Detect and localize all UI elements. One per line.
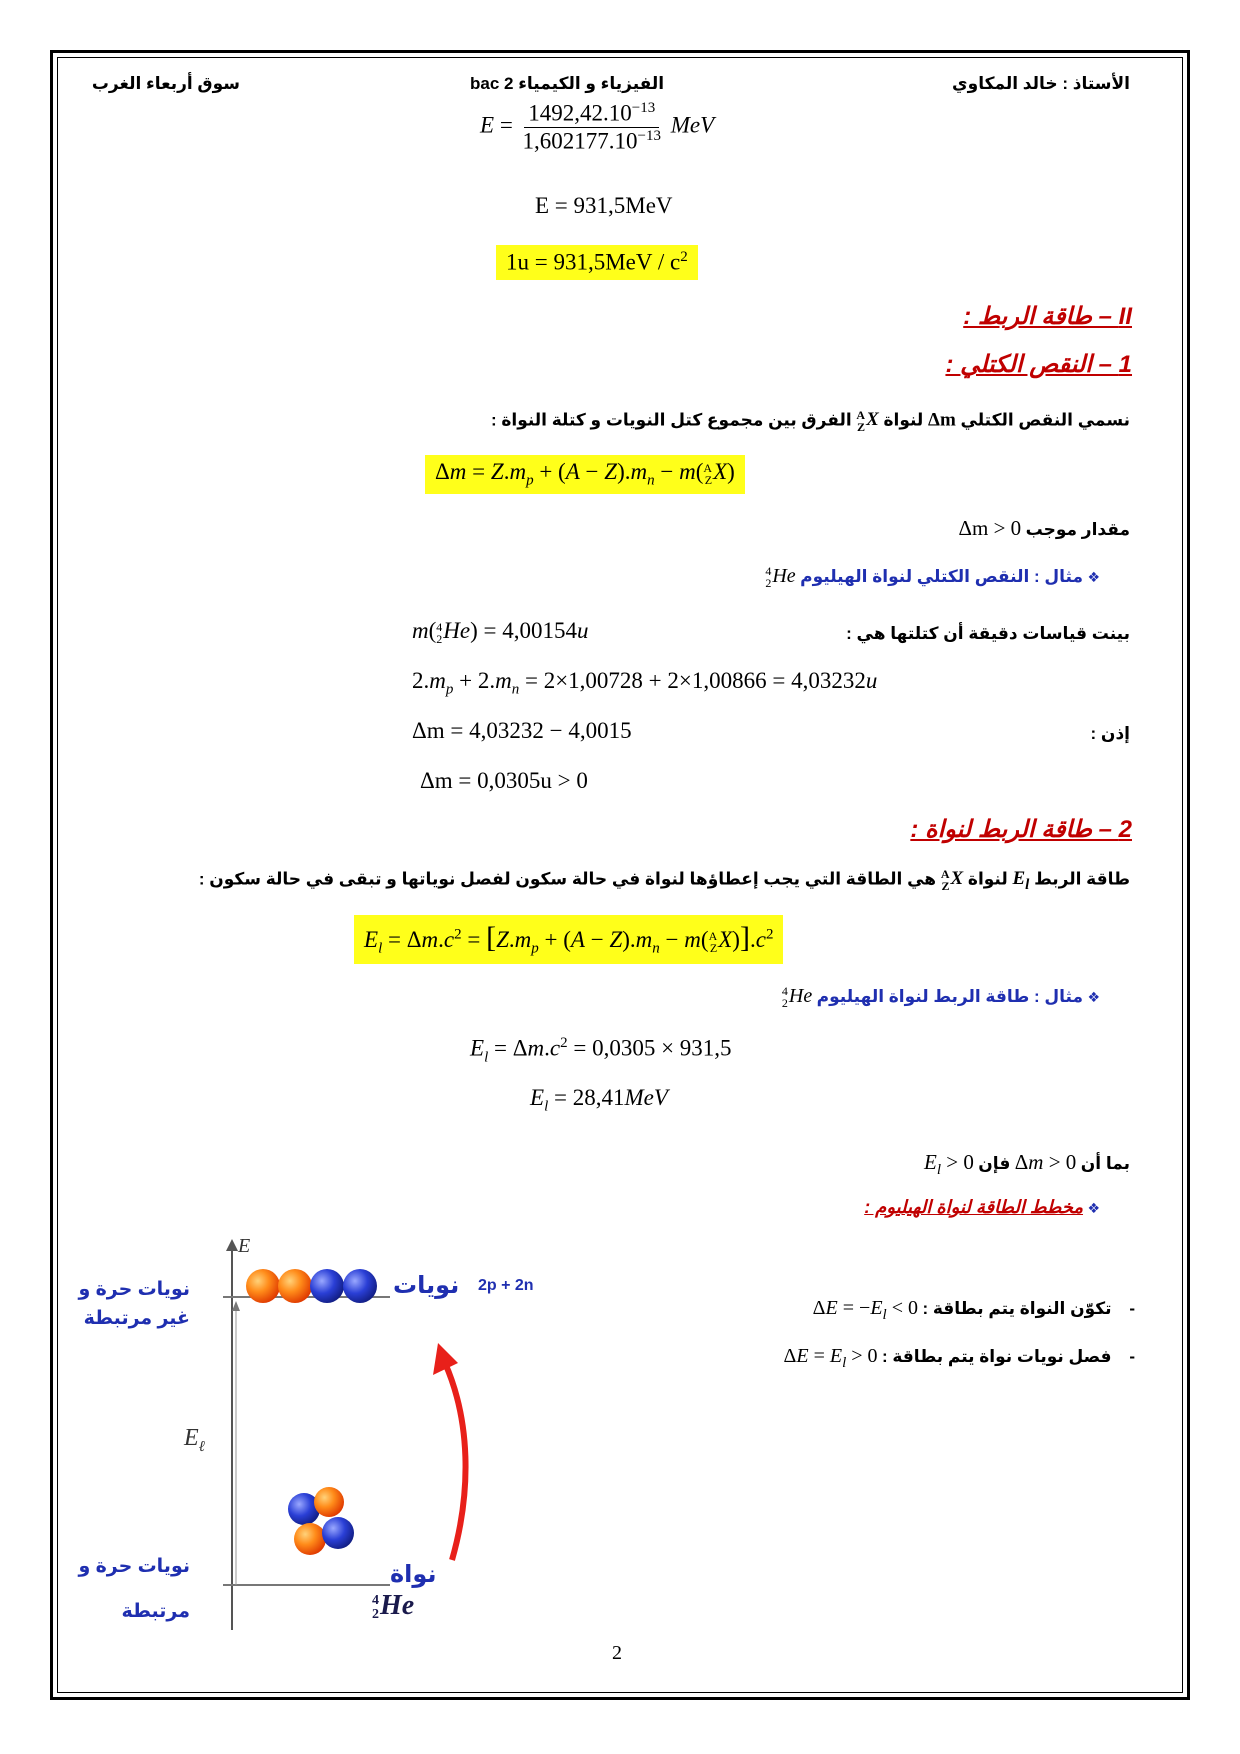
subject-title: الفيزياء و الكيمياء 2 bac [470, 74, 665, 93]
free-bound-label-line2: مرتبطة [121, 1601, 190, 1622]
proton-ball [278, 1269, 312, 1303]
energy-axis-label: E [238, 1235, 251, 1257]
binding-energy-title: 2 – طاقة الربط لنواة : [910, 816, 1132, 843]
el-label: $E_\ell$ [184, 1425, 205, 1455]
therefore-label: إذن : [1090, 724, 1130, 743]
since-statement: بما أن Δm > 0 فإن $E_l > 0$ [924, 1150, 1130, 1179]
separation-note: - فصل نويات نواة يتم بطاقة : $\Delta E = E_l > 0$ [783, 1345, 1135, 1371]
binding-energy-definition: طاقة الربط $E_l$ لنواة A Z X هي الطاقة التي يجب إعطاؤها لنواة في حالة سكون لفصل نوياتها و تبقى في حالة سكون : [198, 867, 1130, 894]
energy-fraction: E = $\frac{1492,42.10^{-13}}{1,602177.10^{-13}}$ MeV [480, 100, 715, 154]
energy-result: E = 931,5MeV [535, 193, 673, 218]
proton-ball [294, 1523, 326, 1555]
mass-defect-definition: نسمي النقص الكتلي Δm لنواة A Z X الفرق بين مجموع كتل النويات و كتلة النواة : [490, 408, 1130, 434]
bullet-icon: ❖ [1087, 569, 1100, 585]
free-unbound-label-line1: نويات حرة و [78, 1279, 190, 1300]
example-mass-defect: ❖ مثال : النقص الكتلي لنواة الهيليوم 4 2 He [765, 564, 1100, 591]
measure-text: بينت قياسات دقيقة أن كتلتها هي : [846, 624, 1130, 643]
nucleons-label-ar: نويات [393, 1272, 460, 1299]
binding-energy-calc: $E_l = \Delta m.c^2 = 0,0305 \times 931,5$ [470, 1035, 732, 1066]
dm-calculation: Δm = 4,03232 − 4,0015 [412, 718, 632, 743]
energy-diagram [60, 1235, 620, 1635]
dm-result: Δm = 0,0305u > 0 [420, 768, 588, 793]
binding-energy-formula: $E_l = \Delta m.c^2 = [Z.m_p + (A - Z).m_n - m$( A Z $X)].c^2$ [354, 915, 783, 964]
el-measure-arrow [232, 1301, 240, 1311]
neutron-ball [322, 1517, 354, 1549]
energy-diagram-heading: ❖ مخطط الطاقة لنواة الهيليوم : [864, 1197, 1100, 1217]
nucleons-label-en: 2p + 2n [478, 1277, 534, 1294]
mass-defect-positive: مقدار موجب Δm > 0 [958, 516, 1130, 540]
transition-arrow [445, 1363, 466, 1560]
energy-axis-arrow [226, 1239, 238, 1251]
teacher-name: الأستاذ : خالد المكاوي [952, 74, 1130, 93]
helium-mass: m( 4 2 He) = 4,00154u [412, 618, 589, 646]
nucleus-label-ar: نواة [390, 1561, 437, 1588]
neutron-ball [343, 1269, 377, 1303]
mass-defect-title: 1 – النقص الكتلي : [945, 351, 1132, 378]
formation-note: - تكوّن النواة يتم بطاقة : $\Delta E = -E_l < 0$ [812, 1297, 1135, 1323]
page-number: 2 [612, 1642, 622, 1664]
bullet-icon: ❖ [1087, 989, 1100, 1005]
nucleons-mass-sum: $2.m_p + 2.m_n = 2\times 1,00728 + 2\times 1,00866 = 4,03232u$ [412, 668, 878, 698]
example-binding-energy: ❖ مثال : طاقة الربط لنواة الهيليوم 4 2 He [781, 984, 1100, 1011]
binding-energy-result: $E_l = 28,41MeV$ [530, 1085, 668, 1115]
free-bound-label-line1: نويات حرة و [78, 1556, 190, 1577]
proton-ball [246, 1269, 280, 1303]
mass-defect-formula: $\Delta m = Z.m_p + (A - Z).m_n - m$( A Z X) [425, 455, 745, 494]
neutron-ball [310, 1269, 344, 1303]
school-name: سوق أربعاء الغرب [91, 74, 240, 93]
unit-conversion: $1u = 931,5MeV / c^2$ [496, 245, 698, 280]
helium-symbol: 4 2 He [372, 1590, 415, 1622]
bullet-icon: ❖ [1087, 1200, 1100, 1216]
free-unbound-label-line2: غير مرتبطة [83, 1308, 190, 1329]
proton-ball [314, 1487, 344, 1517]
section-ii-title: II – طاقة الربط : [963, 303, 1132, 330]
